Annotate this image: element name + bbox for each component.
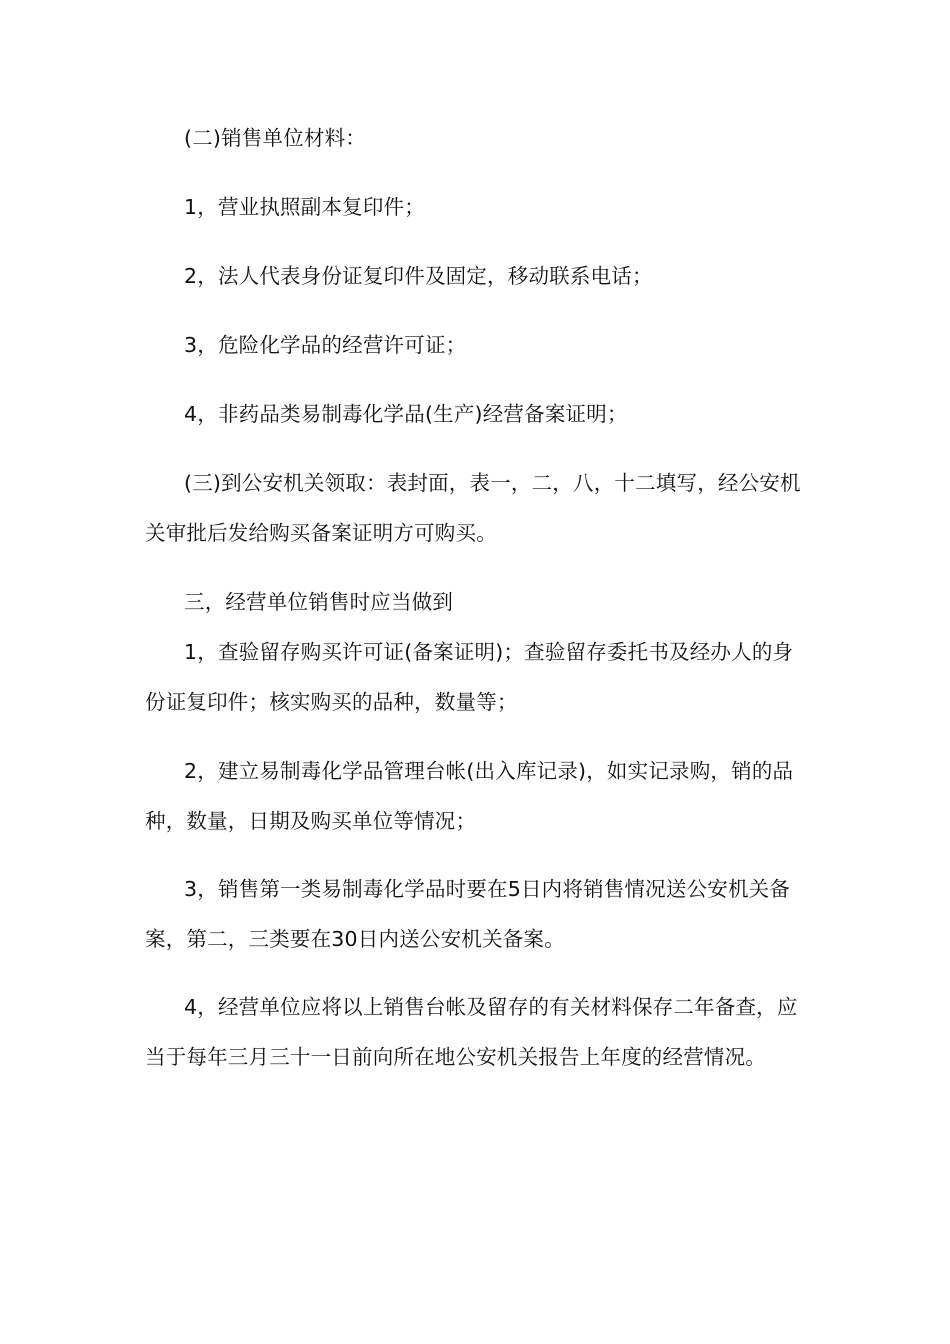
paragraph-sales-filing-deadline: 3，销售第一类易制毒化学品时要在5日内将销售情况送公安机关备案，第二，三类要在30日内送公安机关备案。 — [145, 877, 791, 951]
paragraph-section-three-heading: 三，经营单位销售时应当做到 — [184, 590, 454, 614]
paragraph-precursor-filing-certificate: 4，非药品类易制毒化学品(生产)经营备案证明； — [184, 402, 628, 426]
paragraph-hazardous-chem-license: 3，危险化学品的经营许可证； — [184, 333, 467, 357]
paragraph-record-retention: 4，经营单位应将以上销售台帐及留存的有关材料保存二年备查，应当于每年三月三十一日前向所在地公安机关报告上年度的经营情况。 — [145, 995, 798, 1069]
paragraph-public-security-collection: (三)到公安机关领取：表封面，表一，二，八，十二填写，经公安机关审批后发给购买备案证明方可购买。 — [145, 471, 801, 545]
paragraph-verify-purchase-permit: 1，查验留存购买许可证(备案证明)；查验留存委托书及经办人的身份证复印件；核实购买的品种，数量等； — [145, 640, 794, 714]
paragraph-legal-rep-id: 2，法人代表身份证复印件及固定，移动联系电话； — [184, 264, 653, 288]
paragraph-establish-ledger: 2，建立易制毒化学品管理台帐(出入库记录)，如实记录购，销的品种，数量，日期及购买单位等情况； — [145, 759, 794, 833]
paragraph-sales-unit-materials-heading: (二)销售单位材料： — [184, 126, 366, 150]
paragraph-business-license: 1，营业执照副本复印件； — [184, 195, 425, 219]
